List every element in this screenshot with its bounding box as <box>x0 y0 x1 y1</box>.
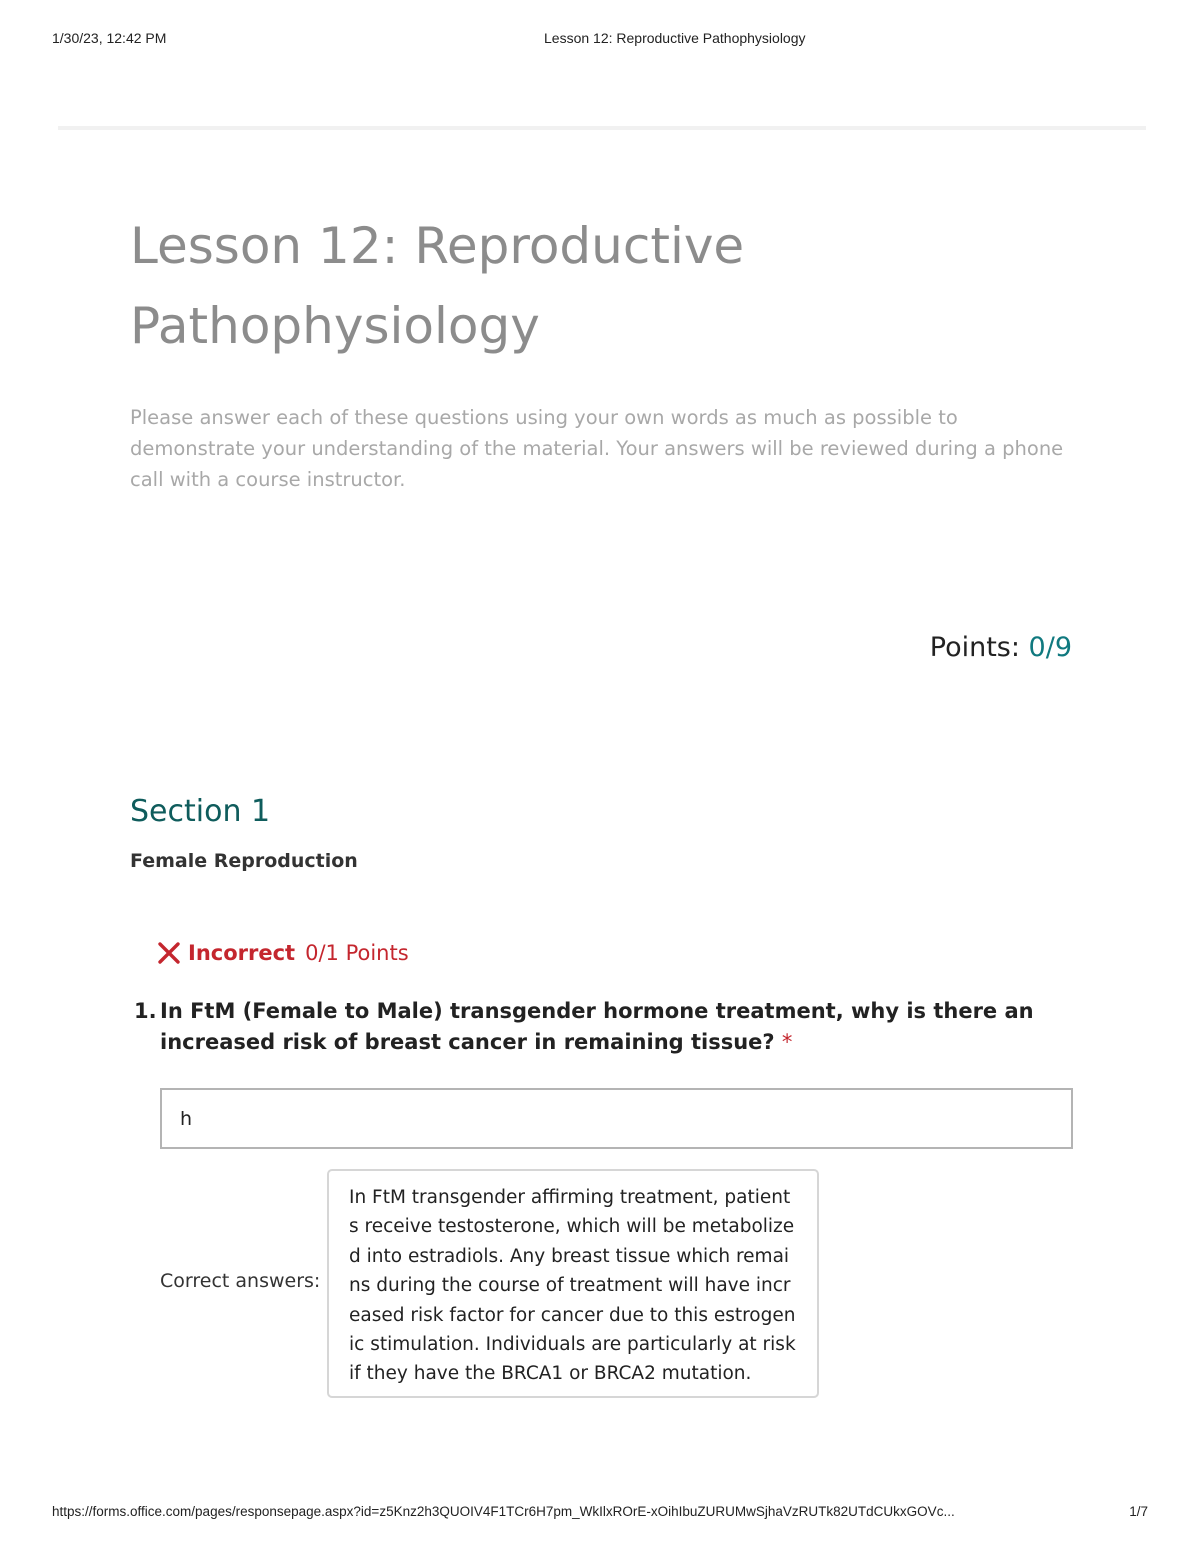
required-mark: * <box>781 1030 793 1054</box>
print-datetime: 1/30/23, 12:42 PM <box>52 30 167 46</box>
print-page-title: Lesson 12: Reproductive Pathophysiology <box>544 30 806 46</box>
correct-answer-box: In FtM transgender affirming treatment, patients receive testosterone, which will be metabolized into estradiols. Any breast tissue which remains during the course of treatment will have increased risk factor for cancer due to this estrogenic stimulation. Individuals are particularly at risk if they have the BRCA1 or BRCA2 mutation. <box>327 1169 819 1398</box>
question-number: 1. <box>134 999 157 1023</box>
result-score: 0/1 Points <box>305 941 409 965</box>
print-footer <box>52 1504 1148 1524</box>
header-divider <box>58 126 1146 130</box>
close-x-icon <box>156 940 182 966</box>
response-field[interactable]: h <box>160 1088 1073 1149</box>
points-value: 0/9 <box>1028 632 1072 663</box>
correct-answers-label: Correct answers: <box>160 1270 321 1292</box>
print-header <box>52 30 1148 50</box>
section-subtitle: Female Reproduction <box>130 850 358 872</box>
question-text: In FtM (Female to Male) transgender hormone treatment, why is there an increased risk of breast cancer in remaining tissue? <box>160 999 1034 1054</box>
points-label: Points: <box>929 632 1020 663</box>
question-1 <box>134 996 1064 1058</box>
form-title: Lesson 12: Reproductive Pathophysiology <box>130 217 745 355</box>
page-number: 1/7 <box>1129 1504 1148 1519</box>
form-description: Please answer each of these questions using your own words as much as possible to demonstrate your understanding of the material. Your answers will be reviewed during a phone call with a course instructor. <box>130 406 1064 491</box>
question-text-wrapper <box>160 996 1064 1058</box>
result-status: Incorrect <box>188 941 296 965</box>
section-title: Section 1 <box>130 794 271 829</box>
points-summary <box>930 632 1072 663</box>
page-url: https://forms.office.com/pages/responsepage.aspx?id=z5Knz2h3QUOIV4F1TCr6H7pm_WkIlxROrE-xOihIbuZURUMwSjhaVzRUTk82UTdCUkxGOVc... <box>52 1504 955 1519</box>
question-result <box>156 938 409 968</box>
